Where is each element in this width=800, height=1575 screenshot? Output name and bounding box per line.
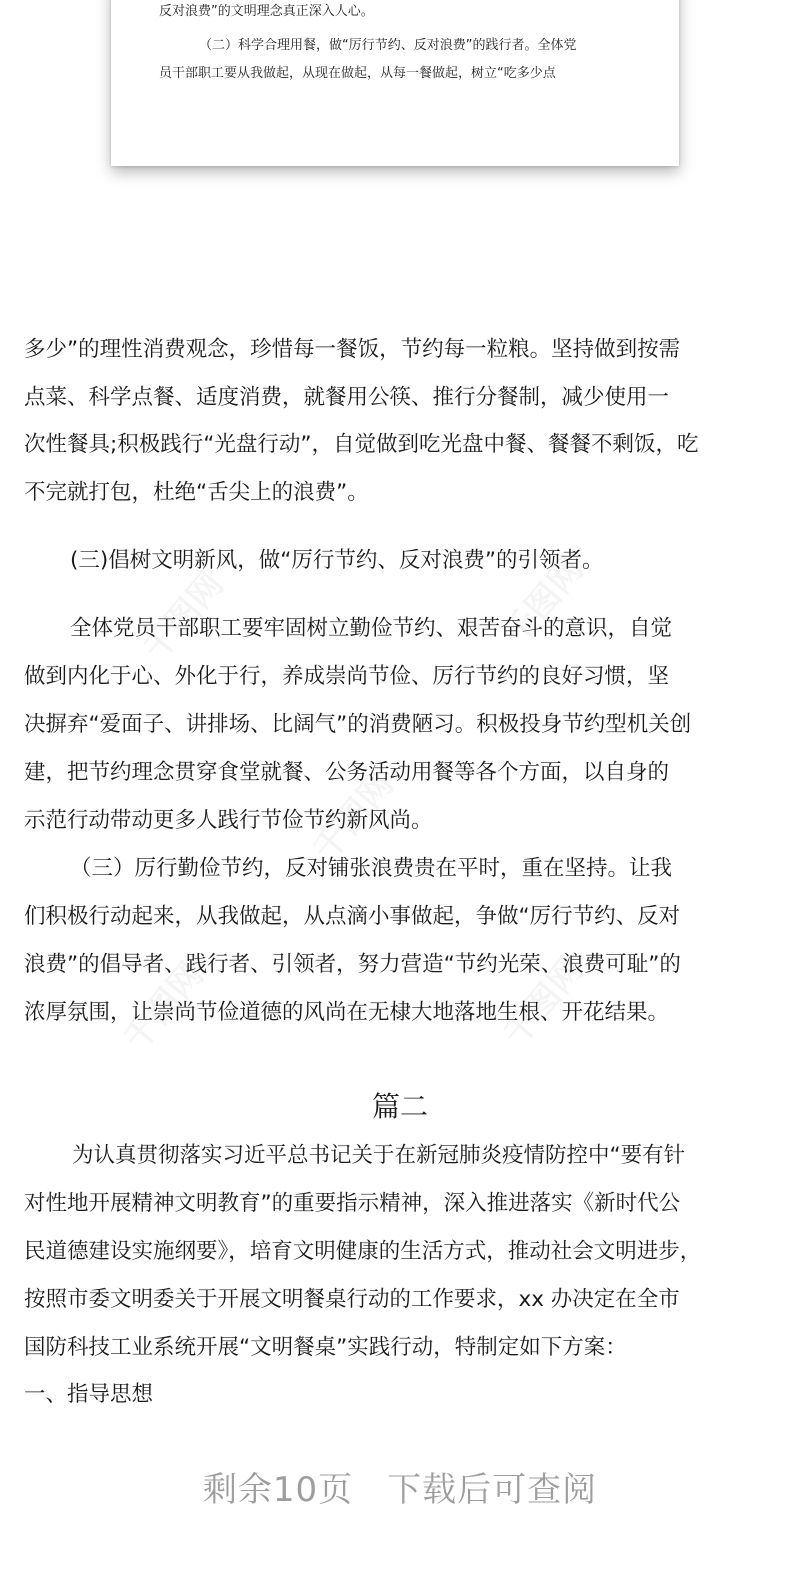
section-line: 为认真贯彻落实习近平总书记关于在新冠肺炎疫情防控中“要有针 <box>72 1143 686 1168</box>
body-line: 示范行动带动更多人践行节俭节约新风尚。 <box>24 808 433 833</box>
document-preview-card <box>111 0 679 166</box>
preview-line: 反对浪费”的文明理念真正深入人心。 <box>159 4 374 19</box>
body-heading: (三)倡树文明新风，做“厉行节约、反对浪费”的引领者。 <box>70 548 604 573</box>
remaining-pages-label: 剩余10页 <box>202 1470 354 1510</box>
download-prompt[interactable] <box>0 1468 800 1512</box>
section-line: 对性地开展精神文明教育”的重要指示精神，深入推进落实《新时代公 <box>24 1191 681 1216</box>
body-line: 多少”的理性消费观念，珍惜每一餐饭，节约每一粒粮。坚持做到按需 <box>24 337 681 362</box>
body-line: 全体党员干部职工要牢固树立勤俭节约、艰苦奋斗的意识，自觉 <box>70 616 673 641</box>
preview-line: （二）科学合理用餐，做“厉行节约、反对浪费”的践行者。全体党 <box>199 38 577 53</box>
body-line: 点菜、科学点餐、适度消费，就餐用公筷、推行分餐制，减少使用一 <box>24 385 670 410</box>
section-line: 民道德建设实施纲要》，培育文明健康的生活方式，推动社会文明进步， <box>24 1239 702 1264</box>
body-line: 们积极行动起来，从我做起，从点滴小事做起，争做“厉行节约、反对 <box>24 904 681 929</box>
section-line: 国防科技工业系统开展“文明餐桌”实践行动，特制定如下方案： <box>24 1335 627 1360</box>
preview-line: 员干部职工要从我做起，从现在做起，从每一餐做起，树立“吃多少点 <box>159 66 556 81</box>
section-subheading: 一、指导思想 <box>24 1382 154 1407</box>
body-line: 建，把节约理念贯穿食堂就餐、公务活动用餐等各个方面，以自身的 <box>24 760 670 785</box>
section-title: 篇二 <box>371 1090 428 1123</box>
body-line: （三）厉行勤俭节约，反对铺张浪费贵在平时，重在坚持。让我 <box>70 856 673 881</box>
download-to-view-label: 下载后可查阅 <box>387 1470 598 1510</box>
body-line: 浪费”的倡导者、践行者、引领者，努力营造“节约光荣、浪费可耻”的 <box>24 952 681 977</box>
body-line: 做到内化于心、外化于行，养成崇尚节俭、厉行节约的良好习惯，坚 <box>24 664 670 689</box>
section-line: 按照市委文明委关于开展文明餐桌行动的工作要求，xx 办决定在全市 <box>24 1287 680 1312</box>
body-line: 次性餐具;积极践行“光盘行动”，自觉做到吃光盘中餐、餐餐不剩饭，吃 <box>24 432 699 457</box>
body-line: 决摒弃“爱面子、讲排场、比阔气”的消费陋习。积极投身节约型机关创 <box>24 712 692 737</box>
body-line: 不完就打包，杜绝“舌尖上的浪费”。 <box>24 480 369 505</box>
body-line: 浓厚氛围，让崇尚节俭道德的风尚在无棣大地落地生根、开花结果。 <box>24 1000 670 1025</box>
